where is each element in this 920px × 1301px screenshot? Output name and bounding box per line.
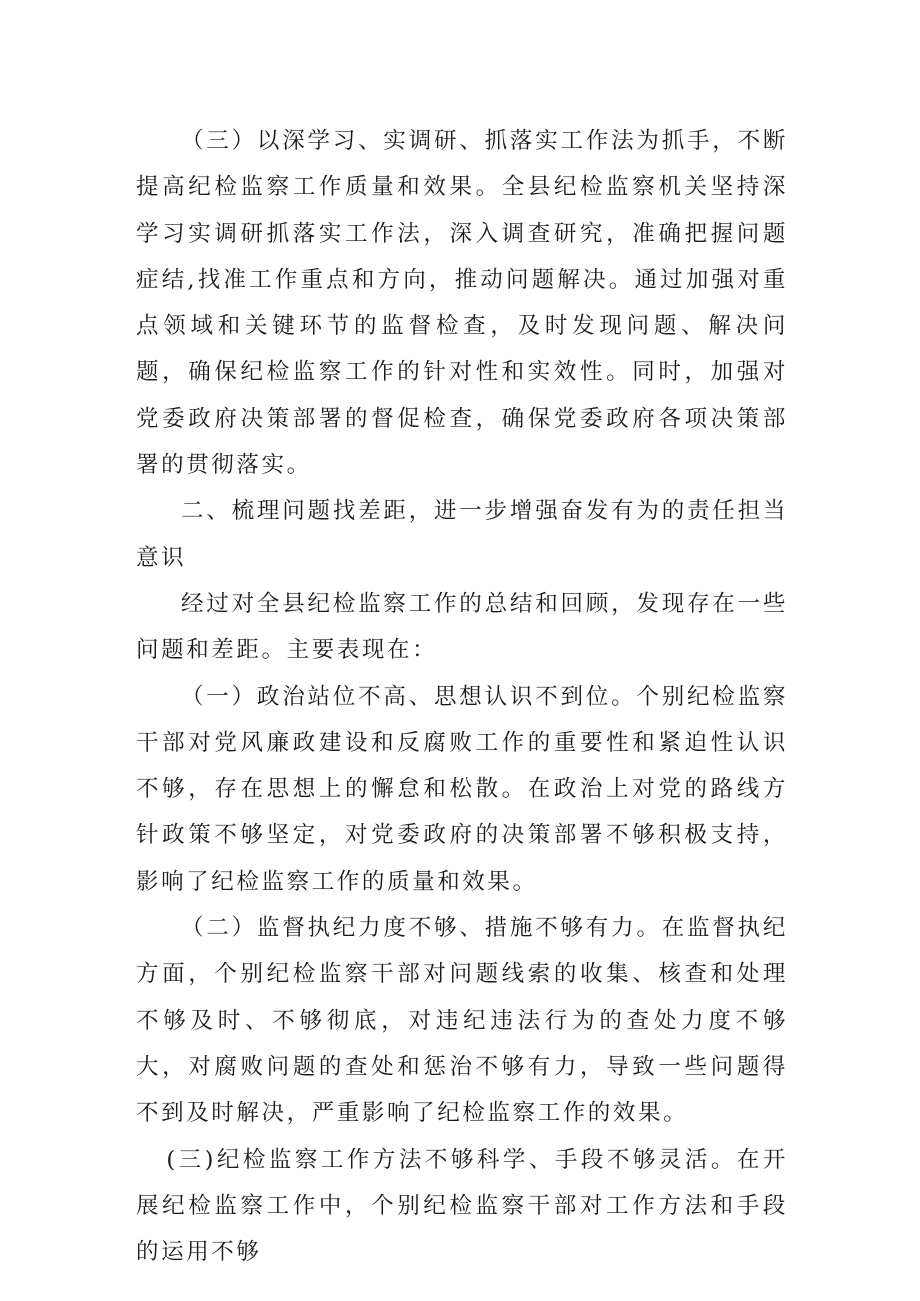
document-body <box>136 118 788 1275</box>
paragraph-three-method: （三）以深学习、实调研、抓落实工作法为抓手，不断提高纪检监察工作质量和效果。全县纪检监察机关坚持深学习实调研抓落实工作法，深入调查研究，准确把握问题症结,找准工作重点和方向，推动问题解决。通过加强对重点领域和关键环节的监督检查，及时发现问题、解决问题，确保纪检监察工作的针对性和实效性。同时，加强对党委政府决策部署的督促检查，确保党委政府各项决策部署的贯彻落实。 <box>136 128 788 479</box>
paragraph-two-supervision: （二）监督执纪力度不够、措施不够有力。在监督执纪方面，个别纪检监察干部对问题线索的收集、核查和处理不够及时、不够彻底，对违纪违法行为的查处力度不够大，对腐败问题的查处和惩治不够有力，导致一些问题得不到及时解决，严重影响了纪检监察工作的效果。 <box>136 915 788 1127</box>
paragraph-one-political: （一）政治站位不高、思想认识不到位。个别纪检监察干部对党风廉政建设和反腐败工作的重要性和紧迫性认识不够，存在思想上的懈怠和松散。在政治上对党的路线方针政策不够坚定，对党委政府的决策部署不够积极支持，影响了纪检监察工作的质量和效果。 <box>136 683 788 895</box>
paragraph-three-approach: (三)纪检监察工作方法不够科学、手段不够灵活。在开展纪检监察工作中，个别纪检监察干部对工作方法和手段的运用不够 <box>136 1146 788 1266</box>
paragraph-summary: 经过对全县纪检监察工作的总结和回顾，发现存在一些问题和差距。主要表现在： <box>136 590 788 664</box>
section-heading-two: 二、梳理问题找差距，进一步增强奋发有为的责任担当意识 <box>136 498 788 571</box>
